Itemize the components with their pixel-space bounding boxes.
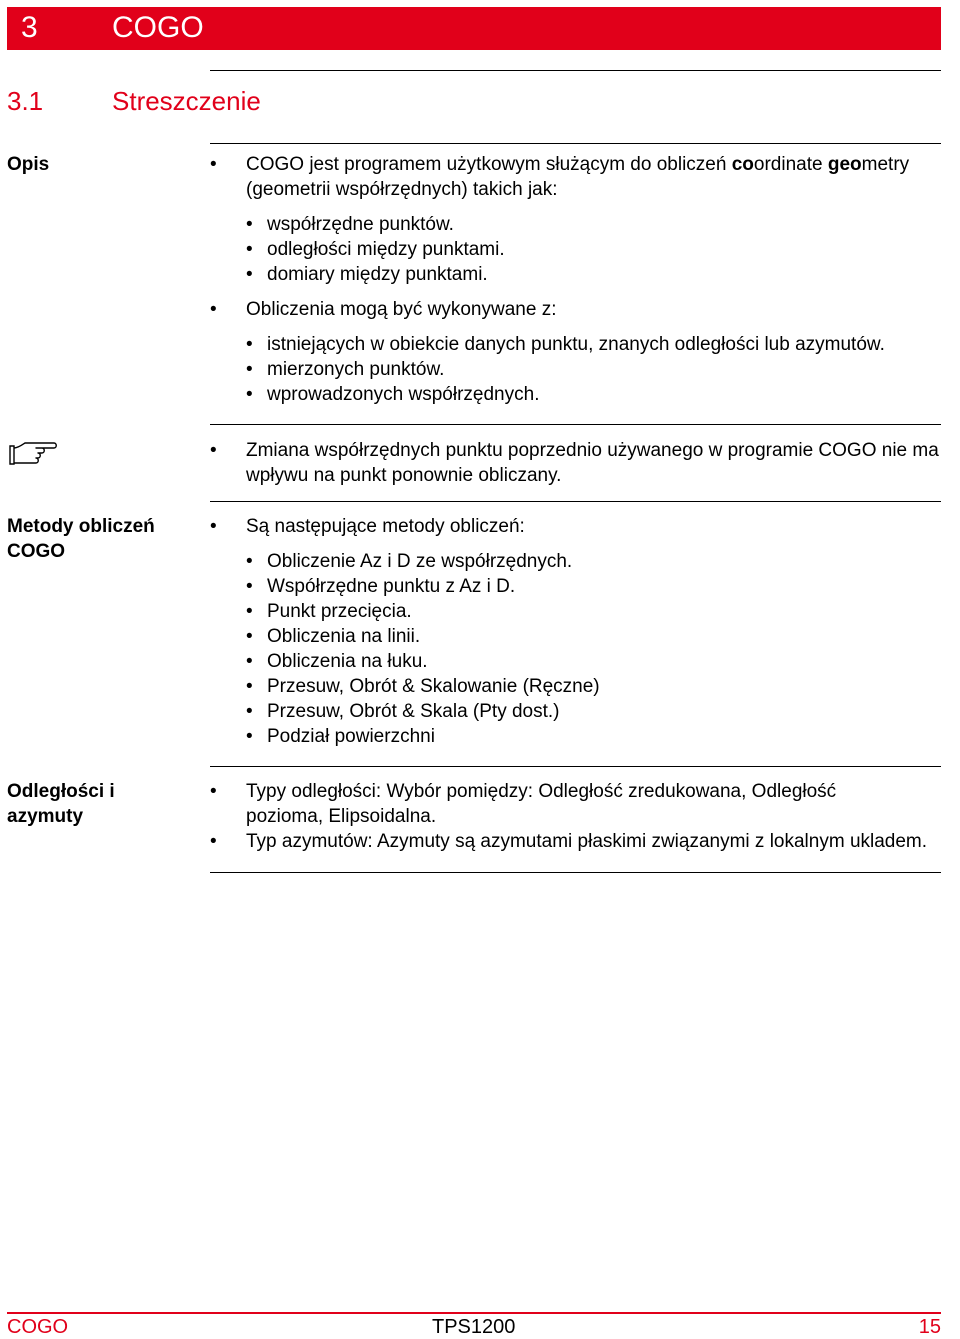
- list-item: • Podział powierzchni: [246, 726, 435, 747]
- pointing-hand-icon: [8, 438, 58, 468]
- list-item: • odległości między punktami.: [246, 239, 505, 260]
- footer-rule: [7, 1312, 941, 1314]
- divider: [210, 143, 941, 144]
- list-item: • Typ azymutów: Azymuty są azymutami płaskimi związanymi z lokalnym ukladem.: [210, 831, 928, 852]
- list-item: • Przesuw, Obrót & Skalowanie (Ręczne): [246, 676, 600, 697]
- list-item: • istniejących w obiekcie danych punktu, znanych odległości lub azymutów.: [246, 334, 885, 355]
- divider: [210, 424, 941, 425]
- chapter-title: COGO: [112, 11, 204, 44]
- list-item: • Są następujące metody obliczeń:: [210, 516, 525, 537]
- list-item: • Punkt przecięcia.: [246, 601, 412, 622]
- list-item: • Obliczenie Az i D ze współrzędnych.: [246, 551, 573, 572]
- section-number: 3.1: [7, 86, 44, 116]
- divider: [210, 70, 941, 71]
- note-text: Zmiana współrzędnych punktu poprzednio używanego w programie COGO nie ma wpływu na punkt ponownie obliczany.: [246, 440, 939, 486]
- list-item: • Obliczenia na linii.: [246, 626, 421, 647]
- list-item: • współrzędne punktów.: [246, 214, 454, 235]
- divider: [210, 501, 941, 502]
- opis-label: Opis: [7, 154, 50, 175]
- list-item: • domiary między punktami.: [246, 264, 488, 285]
- list-item: • wprowadzonych współrzędnych.: [246, 384, 540, 405]
- list-item: • Obliczenia mogą być wykonywane z:: [210, 299, 557, 320]
- page-number: 15: [918, 1316, 941, 1338]
- divider: [210, 766, 941, 767]
- list-item: • Współrzędne punktu z Az i D.: [246, 576, 516, 597]
- list-item: • Przesuw, Obrót & Skala (Pty dost.): [246, 701, 560, 722]
- list-item: • Obliczenia na łuku.: [246, 651, 428, 672]
- footer-product: TPS1200: [432, 1316, 516, 1338]
- odleglosci-label: Odległości i azymuty: [7, 781, 115, 827]
- note-item: • Zmiana współrzędnych punktu poprzednio używanego w programie COGO nie ma wpływu na punkt ponownie obliczany.: [210, 438, 950, 488]
- list-item: • COGO jest programem użytkowym służącym do obliczeń coordinate geometry (geometrii współrzędnych) takich jak:: [210, 154, 910, 200]
- bold-abbrev: geo: [827, 154, 862, 175]
- section-title: Streszczenie: [112, 86, 261, 116]
- list-item: • mierzonych punktów.: [246, 359, 445, 380]
- bullet: •: [210, 154, 217, 175]
- bold-abbrev: co: [731, 154, 754, 175]
- metody-label: Metody obliczeń COGO: [7, 516, 155, 562]
- chapter-header: [7, 7, 941, 50]
- list-item: • Typy odległości: Wybór pomiędzy: Odległość zredukowana, Odległość pozioma, Elipsoidalna.: [210, 781, 837, 827]
- divider: [210, 872, 941, 873]
- section-heading: [7, 86, 261, 117]
- chapter-number: 3: [21, 11, 38, 44]
- footer-chapter: COGO: [7, 1316, 69, 1338]
